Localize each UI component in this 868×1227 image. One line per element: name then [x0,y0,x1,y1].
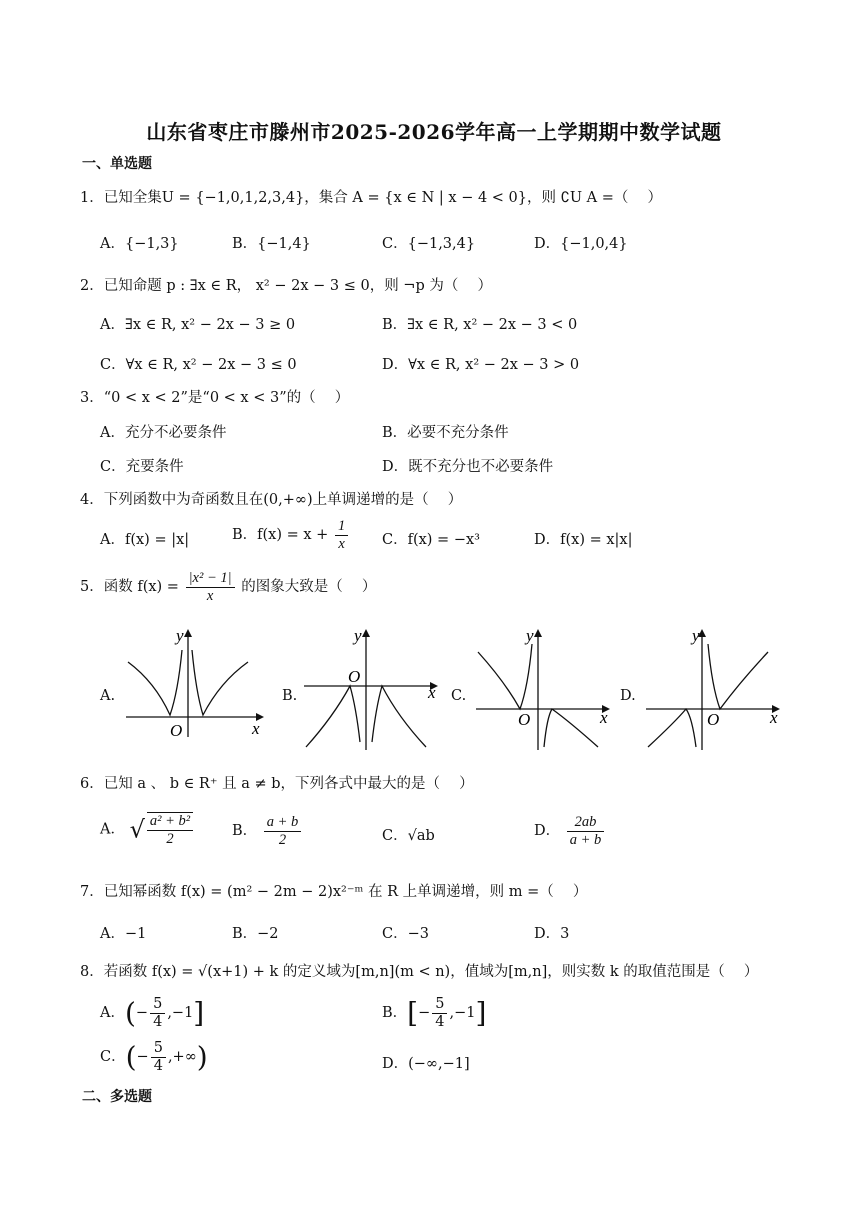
question-2-stem: 2．已知命题 p : ∃x ∈ R， x² − 2x − 3 ≤ 0，则 ¬p 为（ ） [80,278,492,294]
right-bracket: ] [193,996,205,1030]
question-8-option-a-fraction [150,996,165,1030]
question-5-fraction [186,570,235,604]
minus-sign: − [136,1049,149,1066]
section-multiple-choice: 二、多选题 [82,1089,152,1105]
graph-d[interactable] [640,622,790,752]
fraction-numerator: 5 [432,996,447,1014]
question-4-option-a[interactable]: A．f(x) = |x| [100,532,190,548]
option-label: A． [100,1005,125,1022]
question-2-option-d[interactable]: D．∀x ∈ R, x² − 2x − 3 > 0 [382,357,580,373]
question-7-option-b[interactable]: B．−2 [232,926,279,942]
question-3-option-c[interactable]: C．充要条件 [100,459,184,475]
question-8-option-b[interactable] [382,996,486,1030]
fraction-denominator: x [338,535,345,552]
graph-a[interactable] [120,622,270,742]
graph-d-y-label: y [692,626,700,645]
question-3-option-d[interactable]: D．既不充分也不必要条件 [382,459,554,475]
right-bracket: ] [475,996,487,1030]
question-2-option-c[interactable]: C．∀x ∈ R, x² − 2x − 3 ≤ 0 [100,357,297,373]
graph-c[interactable] [470,622,620,752]
question-5-stem-post: 的图象大致是（ ） [241,579,377,596]
graph-label-b[interactable]: B. [282,688,298,704]
question-6-option-a-fraction [147,812,193,847]
graph-b[interactable] [298,622,448,752]
left-bracket: [ [407,996,419,1030]
option-label: A． [100,821,125,838]
section-single-choice: 一、单选题 [82,156,152,172]
question-3-option-a[interactable]: A．充分不必要条件 [100,425,227,441]
question-1-option-d[interactable]: D．{−1,0,4} [534,236,628,252]
question-8-option-a[interactable] [100,996,204,1030]
graph-label-c[interactable]: C. [451,688,467,704]
fraction-numerator: 5 [151,1040,166,1058]
question-2-option-b[interactable]: B．∃x ∈ R, x² − 2x − 3 < 0 [382,317,578,333]
question-1-option-b[interactable]: B．{−1,4} [232,236,311,252]
question-4-option-d[interactable]: D．f(x) = x|x| [534,532,633,548]
interval-tail: ,+∞ [167,1049,197,1066]
question-6-stem: 6．已知 a 、 b ∈ R⁺ 且 a ≠ b，下列各式中最大的是（ ） [80,776,474,792]
fraction-numerator: 5 [150,996,165,1014]
question-4-option-b[interactable] [232,518,350,552]
question-3-option-b[interactable]: B．必要不充分条件 [382,425,509,441]
question-7-option-c[interactable]: C．−3 [382,926,429,942]
graph-c-origin-label: O [518,710,531,729]
graph-d-x-label: x [770,708,778,727]
question-1-option-a[interactable]: A．{−1,3} [100,236,179,252]
question-2-option-a[interactable]: A．∃x ∈ R, x² − 2x − 3 ≥ 0 [100,317,296,333]
question-8-option-c[interactable] [100,1040,208,1074]
option-label: B． [232,823,258,840]
question-8-stem: 8．若函数 f(x) = √(x+1) + k 的定义域为[m,n](m < n)，值域为[m,n]，则实数 k 的取值范围是（ ） [80,964,759,980]
option-label: B． [382,1005,408,1022]
question-7-option-a[interactable]: A．−1 [100,926,147,942]
question-6-option-d[interactable] [534,814,606,848]
sqrt-sign: √ [129,815,145,844]
graph-a-x-label: x [252,719,260,738]
left-bracket: ( [125,1040,137,1074]
graph-b-origin-label: O [348,667,361,686]
option-label: C． [100,1049,126,1066]
fraction-numerator: |x² − 1| [186,570,235,588]
question-6-option-b[interactable] [232,814,303,848]
question-7-option-d[interactable]: D．3 [534,926,570,942]
question-5-stem [80,570,376,604]
question-4-option-c[interactable]: C．f(x) = −x³ [382,532,480,548]
graph-b-y-label: y [354,626,362,645]
question-6-option-a[interactable] [100,812,195,847]
question-4-option-b-text: B．f(x) = x + [232,527,329,544]
graph-c-y-label: y [526,626,534,645]
question-6-option-d-fraction [567,814,605,848]
minus-sign: − [135,1005,149,1022]
interval-tail: ,−1 [449,1005,476,1022]
fraction-denominator: 2 [278,831,287,848]
fraction-denominator: x [206,587,214,604]
fraction-numerator: 1 [335,518,348,536]
graph-d-origin-label: O [707,710,720,729]
fraction-numerator: 2ab [567,814,605,832]
fraction-numerator: a + b [264,814,302,832]
graph-a-origin-label: O [170,721,183,740]
minus-sign: − [418,1005,431,1022]
question-8-option-c-fraction [151,1040,166,1074]
question-7-stem: 7．已知幂函数 f(x) = (m² − 2m − 2)x²⁻ᵐ 在 R 上单调递增，则 m =（ ） [80,884,588,900]
question-8-option-b-fraction [432,996,447,1030]
fraction-numerator: a² + b² [147,813,193,831]
question-4-option-b-fraction [335,518,348,552]
left-bracket: ( [124,996,136,1030]
fraction-denominator: 4 [153,1013,163,1030]
graph-c-x-label: x [600,708,608,727]
question-8-option-d[interactable]: D．(−∞,−1] [382,1056,470,1072]
graph-label-a[interactable]: A. [100,688,116,704]
question-3-stem: 3．“0 < x < 2”是“0 < x < 3”的（ ） [80,390,350,406]
graph-b-x-label: x [428,683,436,702]
graph-a-y-label: y [176,626,184,645]
question-6-option-c[interactable]: C．√ab [382,828,435,844]
question-1-option-c[interactable]: C．{−1,3,4} [382,236,476,252]
question-6-option-b-fraction [264,814,302,848]
question-5-stem-pre: 5．函数 f(x) = [80,579,179,596]
fraction-denominator: 4 [435,1013,445,1030]
interval-tail: ,−1 [167,1005,194,1022]
fraction-denominator: 2 [166,830,174,847]
page-title: 山东省枣庄市滕州市2025-2026学年高一上学期期中数学试题 [146,120,722,144]
graph-label-d[interactable]: D. [620,688,636,704]
fraction-denominator: 4 [153,1057,163,1074]
right-bracket: ) [196,1040,208,1074]
option-label: D． [534,823,561,840]
question-4-stem: 4．下列函数中为奇函数且在(0,+∞)上单调递增的是（ ） [80,492,463,508]
fraction-denominator: a + b [569,831,602,848]
question-1-stem: 1．已知全集U = {−1,0,1,2,3,4}，集合 A = {x ∈ N | x − 4 < 0}，则 ∁U A =（ ） [80,190,662,206]
